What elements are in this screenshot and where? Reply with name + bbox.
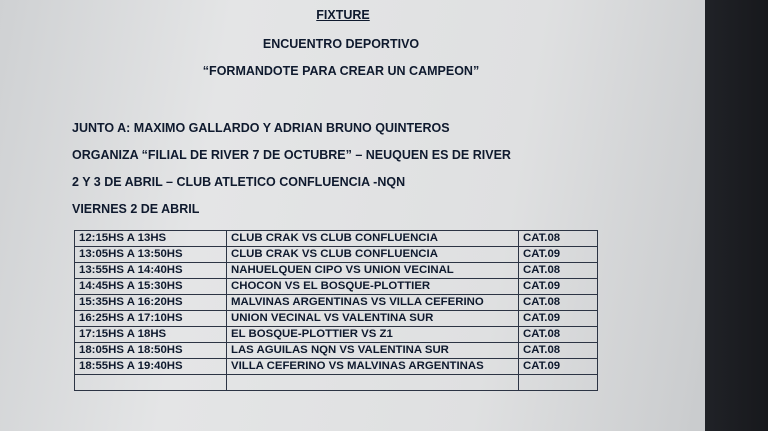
table-row: [75, 295, 598, 311]
category-cell: CAT.09: [519, 279, 598, 295]
table-row-empty: [75, 375, 598, 391]
category-cell: CAT.09: [519, 311, 598, 327]
match-cell: VILLA CEFERINO VS MALVINAS ARGENTINAS: [227, 359, 519, 375]
match-cell: LAS AGUILAS NQN VS VALENTINA SUR: [227, 343, 519, 359]
category-cell: CAT.08: [519, 327, 598, 343]
category-cell: CAT.09: [519, 359, 598, 375]
time-cell: 15:35HS A 16:20HS: [75, 295, 227, 311]
time-cell: [75, 375, 227, 391]
match-cell: EL BOSQUE-PLOTTIER VS Z1: [227, 327, 519, 343]
match-cell: CHOCON VS EL BOSQUE-PLOTTIER: [227, 279, 519, 295]
time-cell: 13:55HS A 14:40HS: [75, 263, 227, 279]
match-cell: UNION VECINAL VS VALENTINA SUR: [227, 311, 519, 327]
table-row: [75, 311, 598, 327]
guests-line: JUNTO A: MAXIMO GALLARDO Y ADRIAN BRUNO QUINTEROS: [72, 121, 450, 135]
table-row: [75, 359, 598, 375]
match-cell: NAHUELQUEN CIPO VS UNION VECINAL: [227, 263, 519, 279]
time-cell: 13:05HS A 13:50HS: [75, 247, 227, 263]
table-row: [75, 231, 598, 247]
monitor-bezel: [705, 0, 768, 431]
doc-title: FIXTURE: [316, 8, 370, 22]
time-cell: 18:05HS A 18:50HS: [75, 343, 227, 359]
time-cell: 14:45HS A 15:30HS: [75, 279, 227, 295]
category-cell: CAT.08: [519, 263, 598, 279]
category-cell: [519, 375, 598, 391]
day-heading: VIERNES 2 DE ABRIL: [72, 202, 200, 216]
event-name: ENCUENTRO DEPORTIVO: [262, 37, 420, 51]
fixture-table: [74, 230, 598, 391]
table-row: [75, 279, 598, 295]
match-cell: [227, 375, 519, 391]
event-slogan: “FORMANDOTE PARA CREAR UN CAMPEON”: [202, 64, 480, 78]
table-row: [75, 343, 598, 359]
category-cell: CAT.08: [519, 295, 598, 311]
match-cell: CLUB CRAK VS CLUB CONFLUENCIA: [227, 247, 519, 263]
time-cell: 17:15HS A 18HS: [75, 327, 227, 343]
table-row: [75, 247, 598, 263]
table-row: [75, 327, 598, 343]
time-cell: 16:25HS A 17:10HS: [75, 311, 227, 327]
dates-line: 2 Y 3 DE ABRIL – CLUB ATLETICO CONFLUENCIA -NQN: [72, 175, 406, 189]
category-cell: CAT.08: [519, 231, 598, 247]
category-cell: CAT.09: [519, 247, 598, 263]
category-cell: CAT.08: [519, 343, 598, 359]
table-row: [75, 263, 598, 279]
match-cell: CLUB CRAK VS CLUB CONFLUENCIA: [227, 231, 519, 247]
organizer-line: ORGANIZA “FILIAL DE RIVER 7 DE OCTUBRE” – NEUQUEN ES DE RIVER: [72, 148, 511, 162]
match-cell: MALVINAS ARGENTINAS VS VILLA CEFERINO: [227, 295, 519, 311]
time-cell: 12:15HS A 13HS: [75, 231, 227, 247]
time-cell: 18:55HS A 19:40HS: [75, 359, 227, 375]
